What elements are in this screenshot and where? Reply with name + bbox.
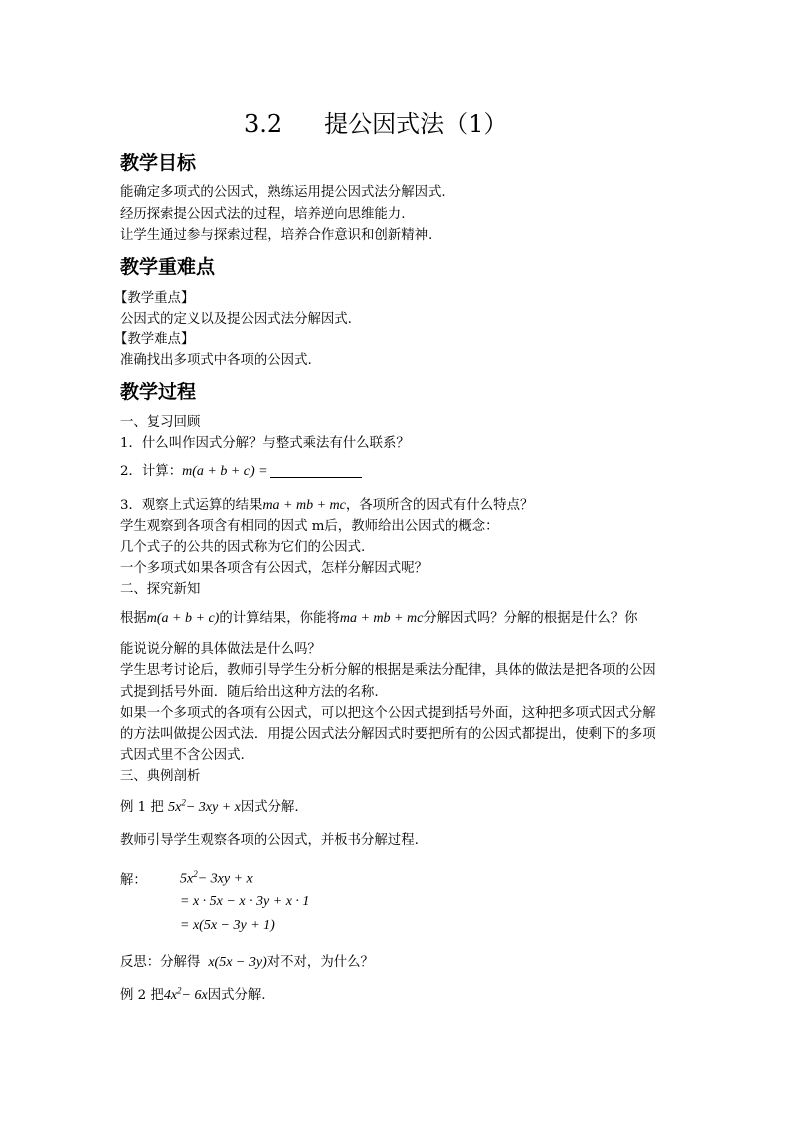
ex1-expression: $5x^2- 3xy + x$ bbox=[168, 797, 241, 815]
review-title: 一、复习回顾 bbox=[120, 415, 201, 430]
reflect-prefix: 反思：分解得 bbox=[120, 955, 201, 970]
reflect-suffix: 对不对，为什么？ bbox=[266, 955, 374, 970]
p1-c: 分解因式吗？分解的根据是什么？你 bbox=[423, 611, 638, 626]
process-heading: 教学过程 bbox=[120, 381, 197, 403]
reflect-expression: x(5x − 3y) bbox=[208, 955, 267, 970]
goal-line-3: 让学生通过参与探索过程，培养合作意识和创新精神. bbox=[120, 228, 433, 243]
goal-line-1: 能确定多项式的公因式，熟练运用提公因式法分解因式. bbox=[120, 185, 446, 200]
section-number: 3.2 bbox=[244, 110, 283, 138]
p1-a: 根据 bbox=[120, 611, 147, 626]
examples-title: 三、典例剖析 bbox=[120, 769, 201, 784]
ex2-label: 例 2 把 bbox=[120, 988, 164, 1003]
solution-label: 解： bbox=[120, 873, 147, 888]
solution-line-3: = x(5x − 3y + 1) bbox=[180, 918, 275, 933]
key-point-label: 【教学重点】 bbox=[114, 291, 195, 306]
p1-expression-2: ma + mb + mc bbox=[339, 611, 424, 626]
goals-heading: 教学目标 bbox=[120, 152, 197, 174]
review-q2 bbox=[120, 460, 362, 480]
explore-p3-line-3: 式因式里不含公因式. bbox=[120, 748, 245, 763]
review-line-6: 一个多项式如果各项含有公因式，怎样分解因式呢？ bbox=[120, 561, 428, 576]
answer-blank bbox=[270, 463, 362, 478]
explore-title: 二、探究新知 bbox=[120, 582, 201, 597]
page-title bbox=[244, 104, 507, 139]
explore-p2-line-2: 式提到括号外面．随后给出这种方法的名称. bbox=[120, 685, 379, 700]
example-1-guide: 教师引导学生观察各项的公因式，并板书分解过程. bbox=[120, 833, 419, 848]
q2-prefix: 2．计算： bbox=[120, 464, 183, 479]
example-2 bbox=[120, 984, 266, 1004]
explore-p3-line-1: 如果一个多项式的各项有公因式，可以把这个公因式提到括号外面，这种把多项式因式分解 bbox=[120, 706, 656, 721]
explore-p1-line-2: 能说说分解的具体做法是什么吗？ bbox=[120, 642, 321, 657]
review-q3 bbox=[120, 494, 533, 514]
p1-expression-1: m(a + b + c) bbox=[146, 611, 220, 626]
ex1-label: 例 1 把 bbox=[120, 800, 164, 815]
explore-p2-line-1: 学生思考讨论后，教师引导学生分析分解的根据是乘法分配律，具体的做法是把各项的公因 bbox=[120, 663, 656, 678]
ex2-expression: $4x^2- 6x$ bbox=[163, 985, 208, 1003]
hard-point-label: 【教学难点】 bbox=[114, 332, 195, 347]
solution-line-1: $5x^2- 3xy + x$ bbox=[180, 869, 253, 887]
q2-expression: m(a + b + c) = bbox=[182, 464, 268, 479]
explore-p1-line-1 bbox=[120, 607, 638, 627]
q3-suffix: ，各项所含的因式有什么特点？ bbox=[345, 498, 534, 513]
ex1-suffix: 因式分解. bbox=[240, 800, 299, 815]
q3-prefix: 3．观察上式运算的结果 bbox=[120, 498, 263, 513]
ex2-suffix: 因式分解. bbox=[207, 988, 266, 1003]
q3-expression: ma + mb + mc bbox=[262, 498, 346, 513]
hard-point-text: 准确找出多项式中各项的公因式. bbox=[120, 353, 312, 368]
p1-b: 的计算结果，你能将 bbox=[219, 611, 340, 626]
key-point-text: 公因式的定义以及提公因式法分解因式. bbox=[120, 312, 352, 327]
goal-line-2: 经历探索提公因式法的过程，培养逆向思维能力. bbox=[120, 207, 406, 222]
review-line-4: 学生观察到各项含有相同的因式 m后，教师给出公因式的概念： bbox=[120, 519, 499, 534]
reflection bbox=[120, 951, 374, 971]
section-name: 提公因式法（1） bbox=[324, 110, 508, 138]
explore-p3-line-2: 的方法叫做提公因式法．用提公因式法分解因式时要把所有的公因式都提出，使剩下的多项 bbox=[120, 727, 656, 742]
review-q1: 1．什么叫作因式分解？与整式乘法有什么联系？ bbox=[120, 436, 410, 451]
review-line-5: 几个式子的公共的因式称为它们的公因式. bbox=[120, 540, 366, 555]
solution-line-2: = x · 5x − x · 3y + x · 1 bbox=[180, 894, 310, 909]
difficulty-heading: 教学重难点 bbox=[120, 256, 216, 278]
example-1 bbox=[120, 796, 299, 816]
